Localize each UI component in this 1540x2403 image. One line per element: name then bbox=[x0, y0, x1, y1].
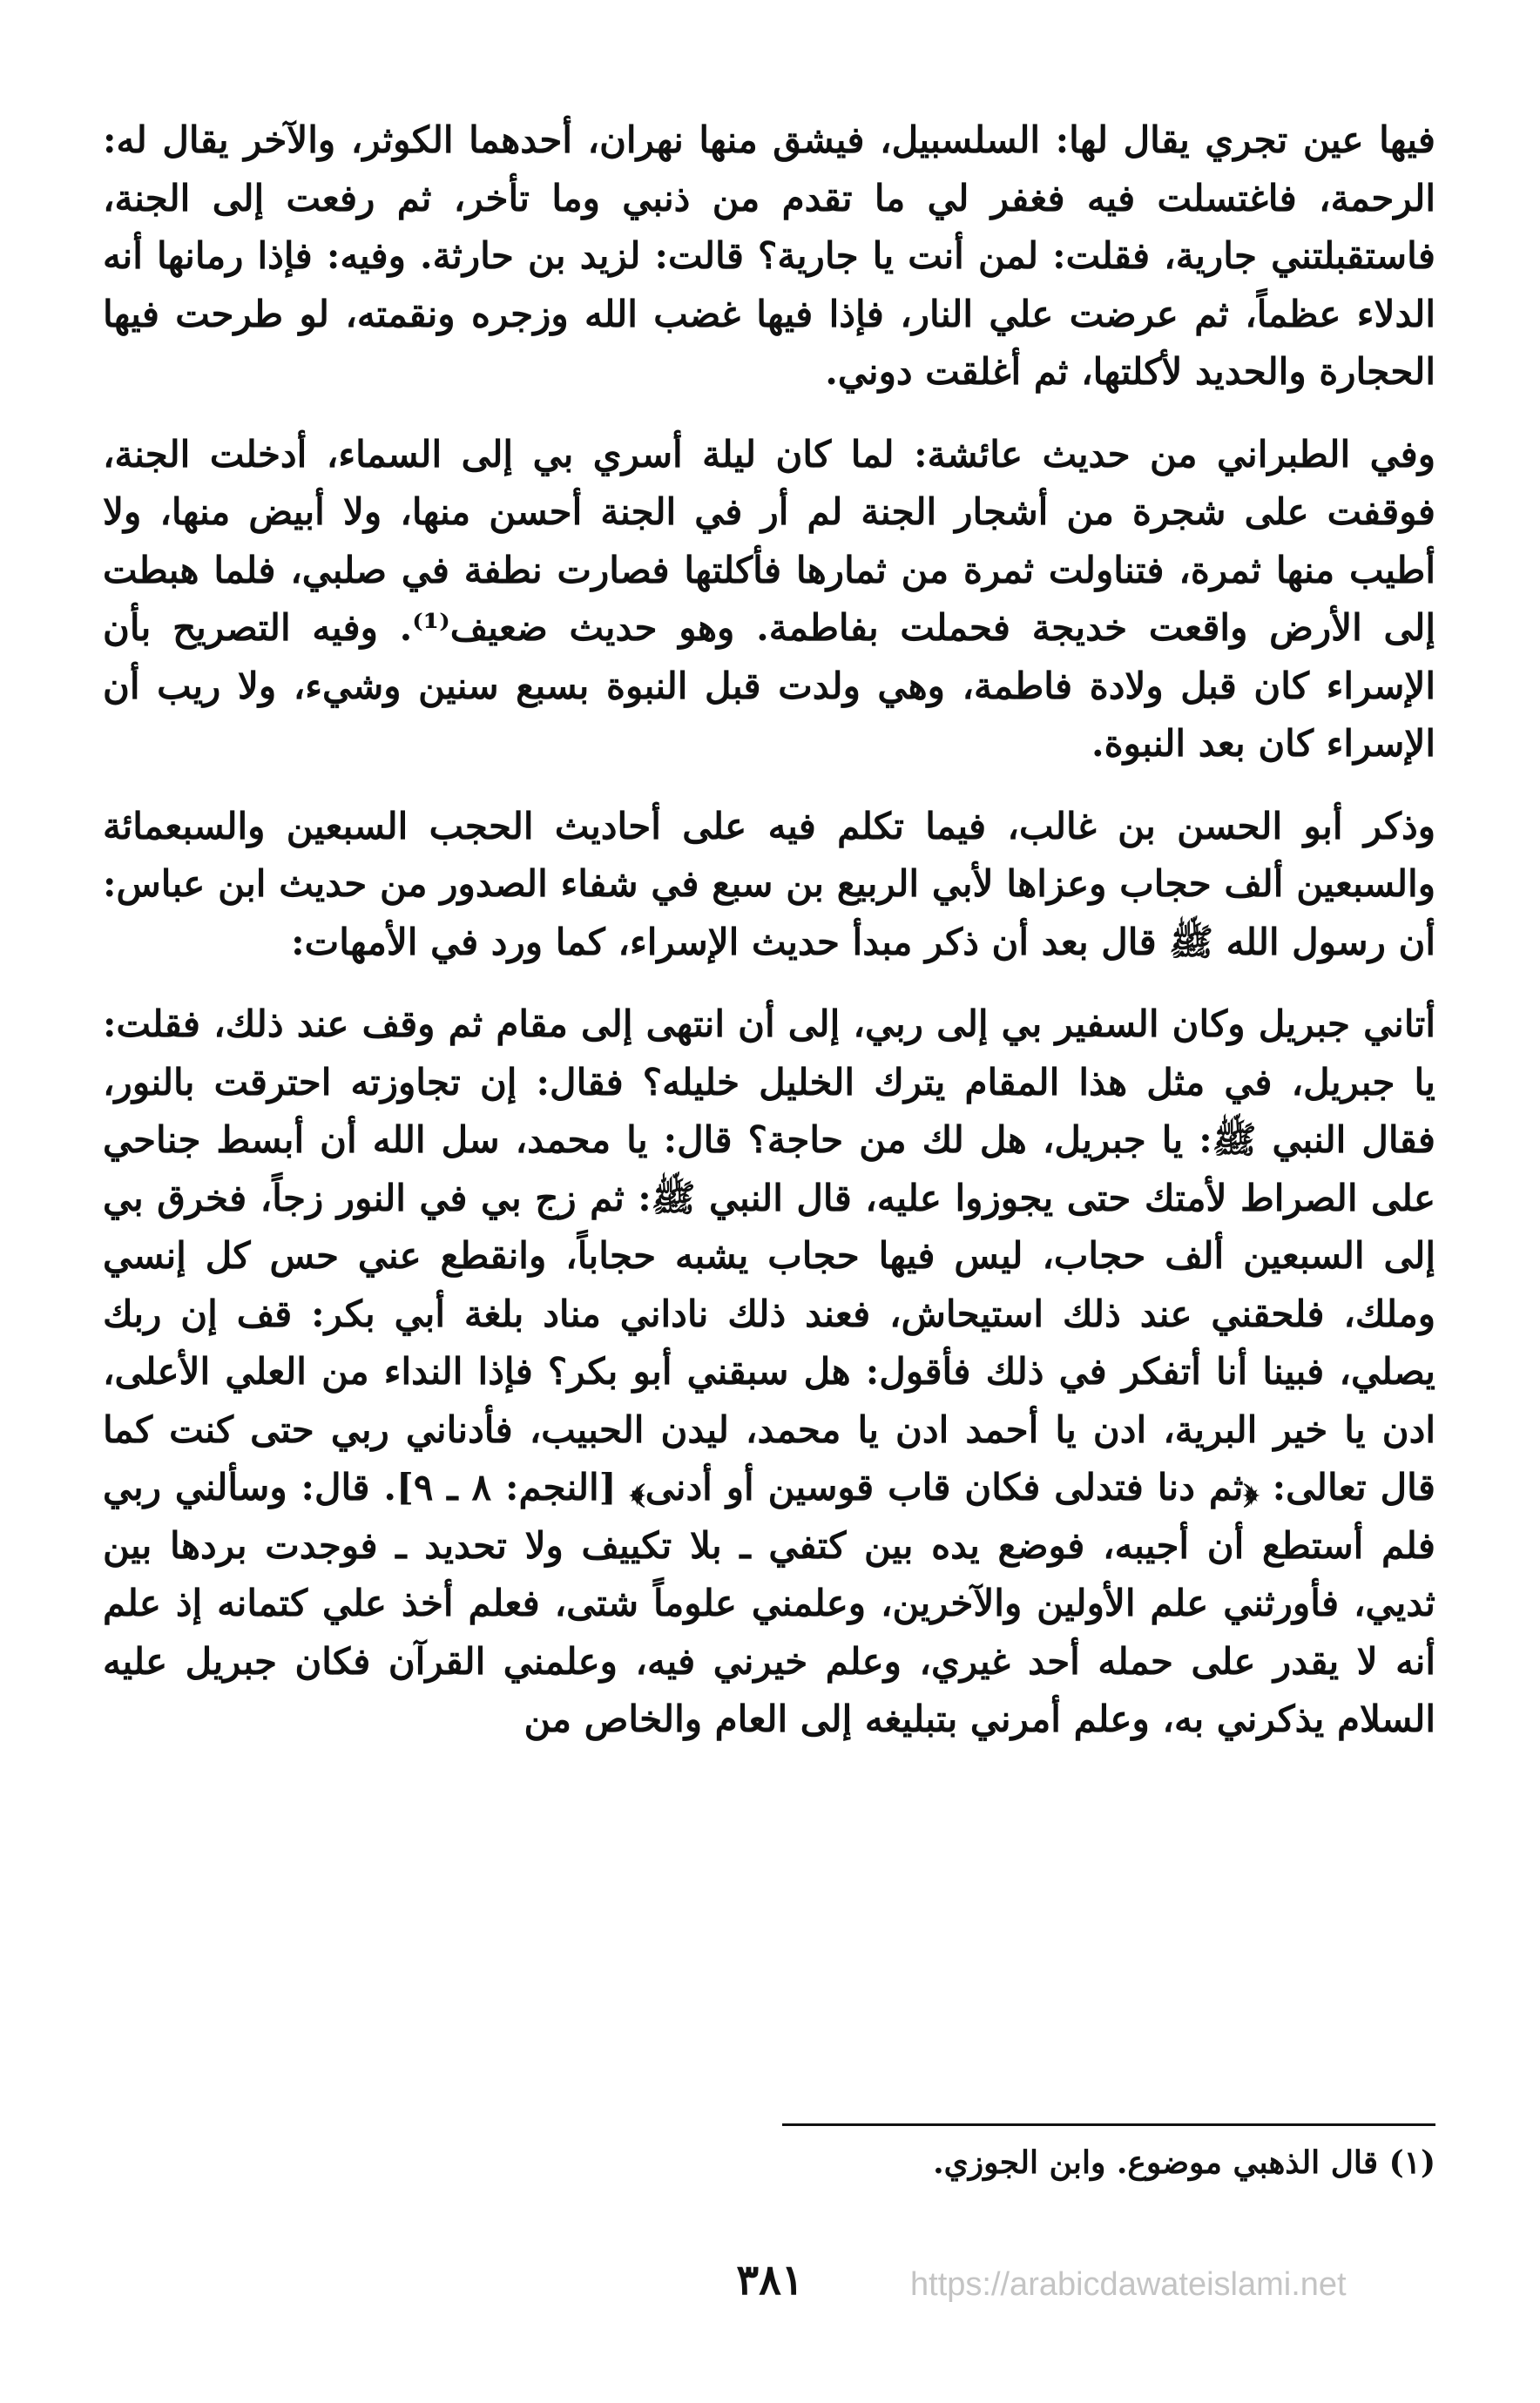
page-body bbox=[103, 111, 1435, 1749]
paragraph-1: فيها عين تجري يقال لها: السلسبيل، فيشق منها نهران، أحدهما الكوثر، والآخر يقال له: الرحمة، فاغتسلت فيه فغفر لي ما تقدم من ذنبي وما تأخر، ثم رفعت إلى الجنة، فاستقبلتني جارية، فقلت: لمن أنت يا جارية؟ قالت: لزيد بن حارثة. وفيه: فإذا رمانها أنه الدلاء عظماً، ثم عرضت علي النار، فإذا فيها غضب الله وزجره ونقمته، لو طرحت فيها الحجارة والحديد لأكلتها، ثم أغلقت دوني. bbox=[103, 118, 1435, 393]
paragraph-2: وفي الطبراني من حديث عائشة: لما كان ليلة أسري بي إلى السماء، أدخلت الجنة، فوقفت على شجرة من أشجار الجنة لم أر في الجنة أحسن منها، ولا أبيض منها، ولا أطيب منها ثمرة، فتناولت ثمرة من ثمارها فأكلتها فصارت نطفة في صلبي، فلما هبطت إلى الأرض واقعت خديجة فحملت بفاطمة. وهو حديث ضعيف⁽¹⁾. وفيه التصريح بأن الإسراء كان قبل ولادة فاطمة، وهي ولدت قبل النبوة بسبع سنين وشيء، ولا ريب أن الإسراء كان بعد النبوة. bbox=[103, 432, 1435, 765]
paragraph-4: أتاني جبريل وكان السفير بي إلى ربي، إلى أن انتهى إلى مقام ثم وقف عند ذلك، فقلت: يا جبريل، في مثل هذا المقام يترك الخليل خليله؟ فقال: إن تجاوزته احترقت بالنور، فقال النبي ﷺ: يا جبريل، هل لك من حاجة؟ قال: يا محمد، سل الله أن أبسط جناحي على الصراط لأمتك حتى يجوزوا عليه، قال النبي ﷺ: ثم زج بي في النور زجاً، فخرق بي إلى السبعين ألف حجاب، ليس فيها حجاب يشبه حجاباً، وانقطع عني حس كل إنسي وملك، فلحقني عند ذلك استيحاش، فعند ذلك ناداني مناد بلغة أبي بكر: قف إن ربك يصلي، فبينا أنا أتفكر في ذلك فأقول: هل سبقني أبو بكر؟ فإذا النداء من العلي الأعلى، ادن يا خير البرية، ادن يا أحمد ادن يا محمد، ليدن الحبيب، فأدناني ربي حتى كنت كما قال تعالى: ﴿ثم دنا فتدلى فكان قاب قوسين أو أدنى﴾ [النجم: ٨ ـ ٩]. قال: وسألني ربي فلم أستطع أن أجيبه، فوضع يده بين كتفي ـ بلا تكييف ولا تحديد ـ فوجدت بردها بين ثديي، فأورثني علم الأولين والآخرين، وعلمني علوماً شتى، فعلم أخذ علي كتمانه إذ علم أنه لا يقدر على حمله أحد غيري، وعلم خيرني فيه، وعلمني القرآن فكان جبريل عليه السلام يذكرني به، وعلم أمرني بتبليغه إلى العام والخاص من bbox=[103, 1002, 1435, 1740]
paragraph-gap bbox=[103, 402, 1435, 426]
paragraph-gap bbox=[103, 971, 1435, 996]
paragraph-gap bbox=[103, 773, 1435, 798]
footnote-separator bbox=[782, 2123, 1435, 2126]
paragraph-3: وذكر أبو الحسن بن غالب، فيما تكلم فيه على أحاديث الحجب السبعين والسبعمائة والسبعين ألف حجاب وعزاها لأبي الربيع بن سبع في شفاء الصدور من حديث ابن عباس: أن رسول الله ﷺ قال بعد أن ذكر مبدأ حديث الإسراء، كما ورد في الأمهات: bbox=[103, 804, 1435, 963]
footnote: (١) قال الذهبي موضوع. وابن الجوزي. bbox=[933, 2144, 1435, 2181]
page-number: ٣٨١ bbox=[736, 2256, 804, 2305]
watermark-url: https://arabicdawateislami.net bbox=[910, 2266, 1347, 2303]
